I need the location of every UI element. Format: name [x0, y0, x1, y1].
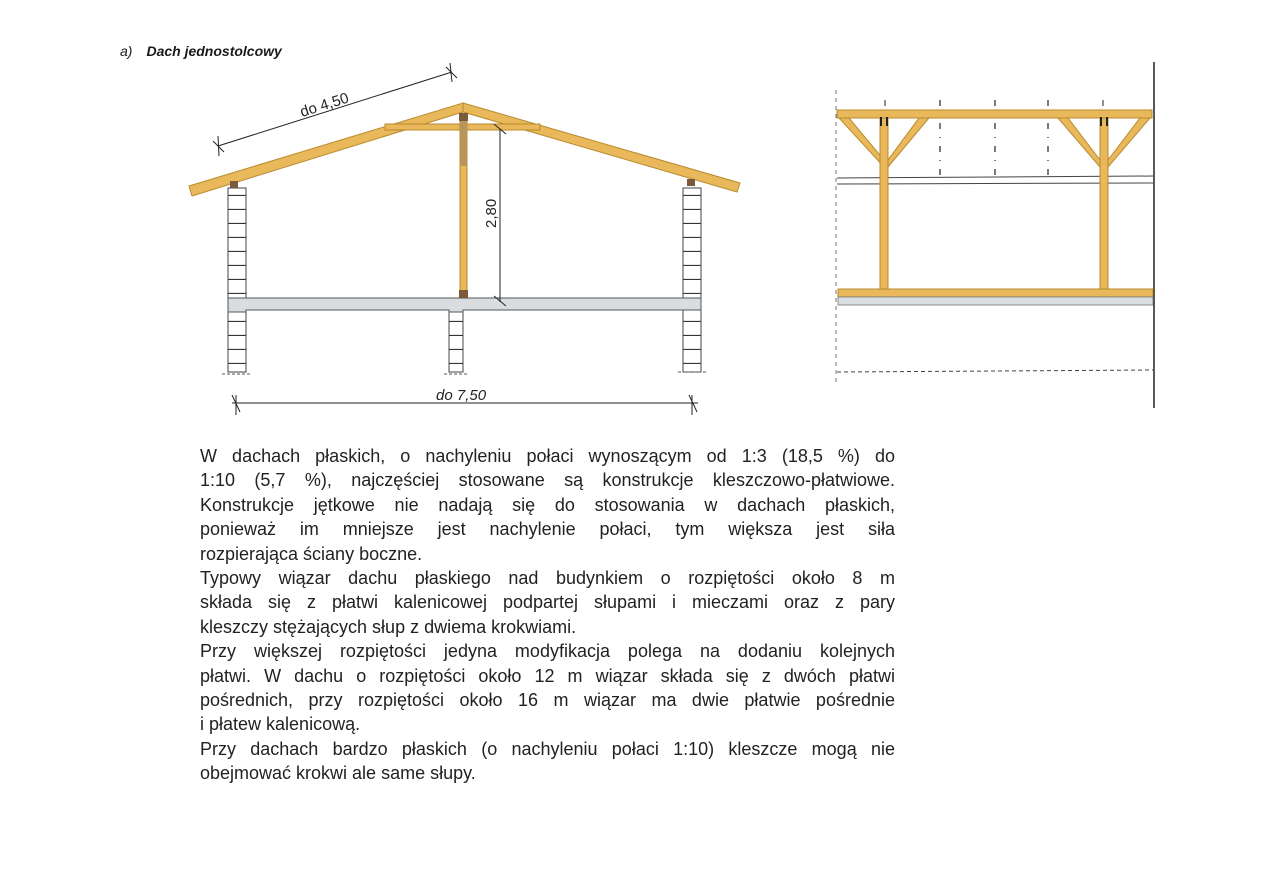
middle-wall [449, 310, 463, 372]
ridge-purlin [837, 110, 1152, 118]
ridge-purlin [459, 113, 468, 121]
section-title: Dach jednostolcowy [146, 43, 282, 59]
cross-section [189, 63, 740, 415]
bottom-beam [838, 289, 1153, 297]
brace [839, 118, 884, 167]
text-line: ponieważ im mniejsze jest nachylenie połaci, tym większa jest siła [200, 519, 895, 540]
text-line: składa się z płatwi kalenicowej podpartej słupami i mieczami oraz z pary [200, 592, 895, 613]
text-line: Przy dachach bardzo płaskich (o nachyleniu połaci 1:10) kleszcze mogą nie [200, 738, 895, 759]
floor-slab [228, 298, 701, 312]
text-line: obejmować krokwi ale same słupy. [200, 763, 476, 784]
roof-truss-drawing [0, 0, 1263, 430]
text-line: pośrednich, przy rozpiętości około 16 m wiązar ma dwie płatwie pośrednie [200, 690, 895, 711]
right-rafter [463, 103, 740, 192]
dim-height: 2,80 [483, 198, 500, 228]
dim-rafter-length: do 4,50 [298, 89, 351, 121]
text-line: płatwi. W dachu o rozpiętości około 12 m wiązar składa się z dwóch płatwi [200, 665, 895, 686]
brace [1058, 118, 1100, 167]
section-label: a) [120, 43, 133, 59]
text-line: i płatew kalenicową. [200, 714, 361, 735]
brace [1108, 118, 1150, 167]
post [1100, 117, 1108, 289]
text-line: Konstrukcje jętkowe nie nadają się do stosowania w dachach płaskich, [200, 494, 895, 515]
post [880, 117, 888, 290]
left-wall [228, 188, 246, 372]
text-line: rozpierająca ściany boczne. [200, 543, 423, 564]
right-wall [683, 188, 701, 372]
text-line: W dachach płaskich, o nachyleniu połaci wynoszącym od 1:3 (18,5 %) do [200, 446, 895, 466]
text-line: kleszczy stężających słup z dwiema krokwiami. [200, 616, 577, 637]
text-line: Typowy wiązar dachu płaskiego nad budynkiem o rozpiętości około 8 m [200, 568, 895, 589]
longitudinal-section [836, 62, 1154, 408]
dim-span: do 7,50 [436, 387, 487, 404]
body-paragraph [200, 444, 895, 786]
brace [888, 118, 929, 167]
text-line: 1:10 (5,7 %), najczęściej stosowane są konstrukcje kleszczowo-płatwiowe. [200, 470, 895, 491]
text-line: Przy większej rozpiętości jedyna modyfikacja polega na dodaniu kolejnych [200, 641, 895, 662]
